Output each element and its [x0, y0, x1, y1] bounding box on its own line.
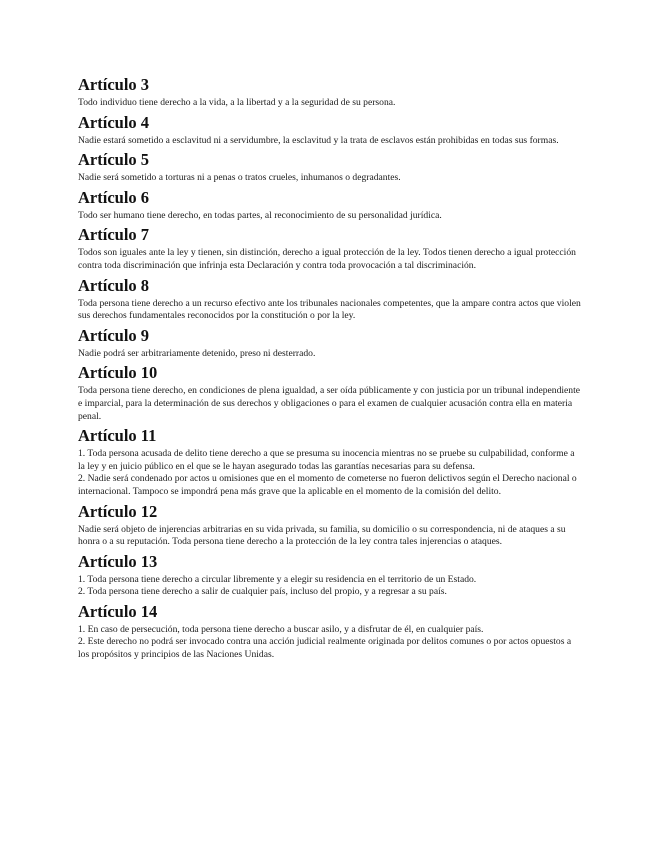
- article-title: Artículo 6: [78, 187, 150, 207]
- article-7: [78, 225, 583, 272]
- article-body: [78, 97, 583, 110]
- article-body: [78, 448, 583, 498]
- article-body: [78, 385, 583, 423]
- article-paragraph: 2. Toda persona tiene derecho a salir de cualquier país, incluso del propio, y a regresar a su país.: [78, 586, 447, 598]
- article-8: [78, 276, 583, 323]
- article-paragraph: Toda persona tiene derecho a un recurso efectivo ante los tribunales nacionales competentes, que la ampare contra actos que violen sus derechos fundamentales reconocidos por la constitución o por la ley.: [78, 297, 581, 322]
- article-paragraph: Nadie será objeto de injerencias arbitrarias en su vida privada, su familia, su domicilio o su correspondencia, ni de ataques a su honra o a su reputación. Toda persona tiene derecho a la protección de la ley contra tales injerencias o ataques.: [78, 523, 566, 548]
- article-title: Artículo 14: [78, 601, 158, 621]
- article-title: Artículo 12: [78, 501, 158, 521]
- article-body: [78, 574, 583, 599]
- article-body: [78, 624, 583, 662]
- article-paragraph: Nadie estará sometido a esclavitud ni a servidumbre, la esclavitud y la trata de esclavos están prohibidas en todas sus formas.: [78, 134, 559, 146]
- article-6: [78, 188, 583, 223]
- article-body: [78, 210, 583, 223]
- article-paragraph: Todo individuo tiene derecho a la vida, a la libertad y a la seguridad de su persona.: [78, 97, 396, 108]
- article-paragraph: Todos son iguales ante la ley y tienen, sin distinción, derecho a igual protección de la ley. Todos tienen derecho a igual protección contra toda discriminación que infrinja esta Declaración y contra toda provocación a tal discriminación.: [78, 247, 576, 271]
- article-paragraph: 2. Nadie será condenado por actos u omisiones que en el momento de cometerse no fueron delictivos según el Derecho nacional o internacional. Tampoco se impondrá pena más grave que la aplicable en el momento de la comisión del delito.: [78, 473, 577, 497]
- article-title: Artículo 7: [78, 225, 150, 245]
- article-title: Artículo 5: [78, 150, 150, 170]
- article-13: [78, 552, 583, 599]
- article-title: Artículo 8: [78, 275, 150, 295]
- article-body: [78, 348, 583, 361]
- article-body: [78, 247, 583, 272]
- article-paragraph: 2. Este derecho no podrá ser invocado contra una acción judicial realmente originada por delitos comunes o por actos opuestos a los propósitos y principios de las Naciones Unidas.: [78, 636, 572, 661]
- article-body: [78, 524, 583, 549]
- document-page: [78, 75, 583, 665]
- article-title: Artículo 4: [78, 112, 150, 132]
- article-paragraph: Nadie será sometido a torturas ni a penas o tratos crueles, inhumanos o degradantes.: [78, 172, 401, 184]
- article-paragraph: Nadie podrá ser arbitrariamente detenido, preso ni desterrado.: [78, 347, 316, 359]
- article-title: Artículo 10: [78, 363, 158, 383]
- article-14: [78, 602, 583, 662]
- article-5: [78, 150, 583, 185]
- article-11: [78, 426, 583, 498]
- article-9: [78, 326, 583, 361]
- article-paragraph: Todo ser humano tiene derecho, en todas partes, al reconocimiento de su personalidad jurídica.: [78, 209, 442, 221]
- article-3: [78, 75, 583, 110]
- article-paragraph: 1. Toda persona acusada de delito tiene derecho a que se presuma su inocencia mientras no se pruebe su culpabilidad, conforme a la ley y en juicio público en el que se le hayan asegurado todas las garantías necesarias para su defensa.: [78, 448, 575, 472]
- article-paragraph: 1. Toda persona tiene derecho a circular libremente y a elegir su residencia en el territorio de un Estado.: [78, 573, 477, 585]
- article-title: Artículo 13: [78, 551, 158, 571]
- article-body: [78, 298, 583, 323]
- article-paragraph: 1. En caso de persecución, toda persona tiene derecho a buscar asilo, y a disfrutar de él, en cualquier país.: [78, 623, 484, 635]
- article-paragraph: Toda persona tiene derecho, en condiciones de plena igualdad, a ser oída públicamente y con justicia por un tribunal independiente e imparcial, para la determinación de sus derechos y obligaciones o para el examen de cualquier acusación contra ella en materia penal.: [78, 385, 581, 422]
- article-10: [78, 363, 583, 423]
- article-title: Artículo 11: [78, 426, 157, 446]
- article-body: [78, 172, 583, 185]
- article-title: Artículo 9: [78, 325, 150, 345]
- article-title: Artículo 3: [78, 75, 150, 94]
- article-12: [78, 502, 583, 549]
- article-body: [78, 135, 583, 148]
- article-4: [78, 113, 583, 148]
